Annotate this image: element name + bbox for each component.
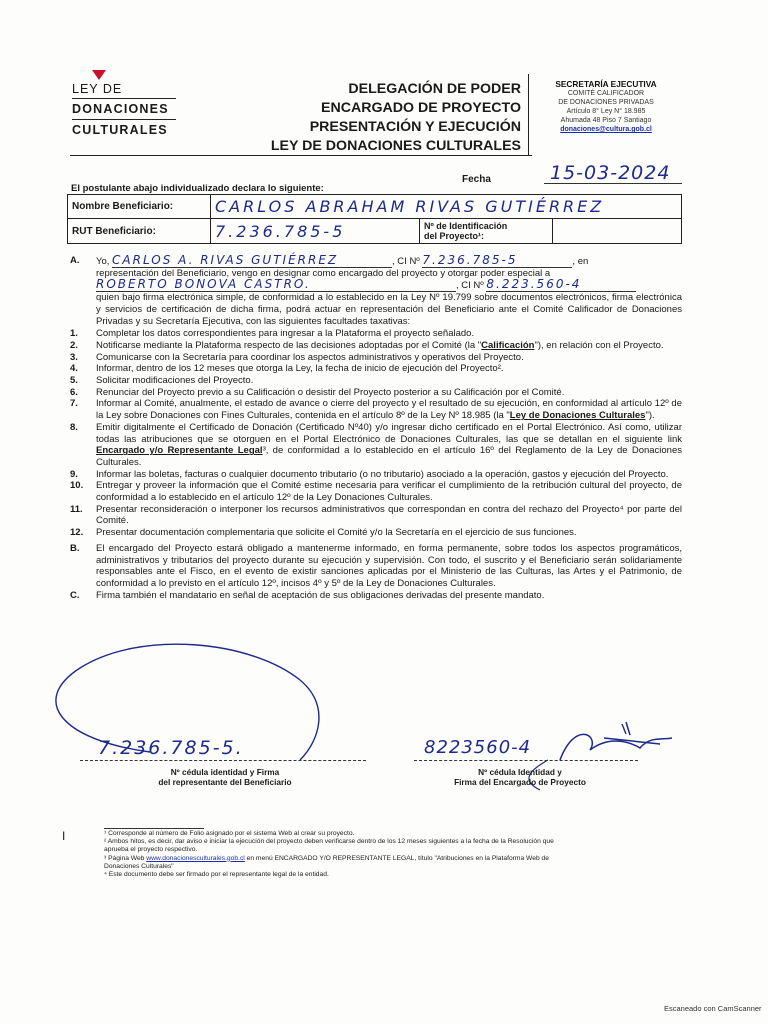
paragraph-c-letter: C.: [70, 589, 80, 601]
footnotes: [104, 830, 574, 879]
list-item-number: 11.: [70, 503, 83, 515]
list-item-text: Renunciar del Proyecto previo a su Calificación o desistir del Proyecto posterior a su Calificación por el Comité.: [96, 386, 565, 398]
fecha-label: Fecha: [462, 174, 491, 185]
rep-name: ROBERTO BONOVA CASTRO.: [96, 279, 456, 292]
table-row: [68, 219, 682, 244]
paragraph-a: [70, 255, 682, 327]
paragraph-c-text: Firma también el mandatario en señal de aceptación de sus obligaciones derivadas del presente mandato.: [96, 589, 545, 601]
fecha-line: [544, 183, 682, 184]
list-item-emphasis: Ley de Donaciones Culturales: [509, 410, 646, 422]
footnote-2: ² Ambos hitos, es decir, dar aviso e iniciar la ejecución del proyecto deben verificarse dentro de los 12 meses siguientes a la fecha de la Resolución que aprueba el proyecto respectivo.: [104, 838, 554, 854]
list-item-number: 2.: [70, 339, 78, 351]
list-item-number: 5.: [70, 375, 78, 387]
footnote-3-link[interactable]: www.donacionesculturales.gob.cl: [146, 854, 245, 862]
list-item-number: 6.: [70, 386, 78, 398]
ci-label: , CI Nº: [392, 256, 420, 267]
list-item-text: Completar los datos correspondientes para ingresar a la Plataforma el proyecto señalado.: [96, 328, 475, 340]
list-item-number: 10.: [70, 480, 84, 492]
list-item-emphasis: Encargado y/o Representante Legal: [96, 445, 263, 457]
nombre-label: Nombre Beneficiario:: [68, 195, 211, 219]
left-caption-1: Nº cédula identidad y Firma: [170, 767, 280, 777]
id-value: [553, 219, 682, 244]
logo-triangle-icon: [92, 70, 106, 80]
title-line-3: PRESENTACIÓN Y EJECUCIÓN: [309, 119, 521, 135]
list-item: [70, 352, 682, 364]
paragraph-c: [70, 590, 682, 602]
list-item: [70, 469, 682, 481]
ci2-value: 8.223.560-4: [486, 279, 636, 292]
id-label-1: Nº de Identificación: [424, 221, 508, 231]
list-item-number: 1.: [70, 328, 78, 340]
right-signature-caption: [420, 767, 620, 787]
list-item-number: 8.: [70, 421, 78, 433]
list-item-text-start: Informar al Comité, anualmente, el estado de avance o cierre del proyecto y el resultado de su ejecución, en conformidad al artículo 12º de la Ley sobre Donaciones con Fines Culturales, contenida en el artículo 8º de la Ley Nº 18.985 (la ": [96, 398, 682, 422]
list-item-text: Informar las boletas, facturas o cualquier documento tributario (o no tributario) asociado a la operación, gastos y ejecución del Proyecto.: [96, 468, 669, 480]
list-item-text: Comunicarse con la Secretaría para coordinar los aspectos administrativos y operativos del Proyecto.: [96, 351, 524, 363]
right-caption-2: Firma del Encargado de Proyecto: [454, 777, 586, 787]
list-item: [70, 422, 682, 469]
paragraph-a-letter: A.: [70, 255, 80, 266]
logo-line-2: DONACIONES: [72, 102, 169, 116]
rut-value: 7.236.785-5: [211, 219, 420, 244]
list-item-text-end: "), en relación con el Proyecto.: [534, 339, 664, 351]
list-item-number: 4.: [70, 363, 78, 375]
margin-mark: I: [62, 829, 66, 843]
list-item-text: [96, 422, 682, 469]
list-item: [70, 375, 682, 387]
footnote-rule: [104, 828, 204, 829]
list-item: [70, 480, 682, 503]
secretaria-heading: SECRETARÍA EJECUTIVA: [555, 79, 657, 89]
list-item-text-start: Emitir digitalmente el Certificado de Donación (Certificado Nº40) y/o ingresar dicho certificado en el Portal Electrónico. Así como, utilizar todas las atribuciones que se otorguen en el Portal Electrónico de Donaciones Culturales, las que se detallan en el siguiente link: [96, 421, 682, 445]
secretaria-line-3: Artículo 8° Ley N° 18.985: [566, 108, 646, 115]
list-item-text-end: ³, de conformidad a lo establecido en el artículo 16º del Reglamento de la Ley de Donaciones Culturales.: [96, 445, 682, 468]
center-tick: [622, 724, 626, 734]
fecha-value: 15-03-2024: [550, 162, 671, 184]
list-item-text: [96, 340, 682, 352]
table-row: [68, 195, 682, 219]
list-item-text: Entregar y proveer la información que el Comité estime necesaria para verificar el cumplimiento de la retribución cultural del proyecto, de conformidad a lo establecido en el artículo 12º de la Ley Donaciones Culturales.: [96, 480, 682, 504]
paragraph-a-line-2: representación del Beneficiario, vengo en designar como encargado del proyecto y otorgar poder especial a: [96, 267, 551, 279]
list-item: [70, 340, 682, 352]
list-item-number: 3.: [70, 351, 78, 363]
list-item: [70, 387, 682, 399]
list-item-text: Presentar reconsideración o interponer los recursos administrativos que correspondan en contra del rechazo del Proyecto⁴ por parte del Comité.: [96, 503, 682, 527]
left-signature-line: [80, 760, 366, 761]
ci2-label: , CI Nº: [456, 280, 484, 292]
id-label-2: del Proyecto¹:: [424, 231, 485, 241]
title-line-2: ENCARGADO DE PROYECTO: [321, 100, 521, 116]
list-item: [70, 363, 682, 375]
list-item-number: 9.: [70, 468, 78, 480]
secretaria-line-4: Ahumada 48 Piso 7 Santiago: [560, 117, 652, 124]
paragraph-b: [70, 543, 682, 590]
title-line-1: DELEGACIÓN DE PODER: [348, 81, 521, 97]
header-rule: [70, 155, 532, 156]
right-signature-id: 8223560-4: [424, 737, 532, 758]
list-item-text: Informar, dentro de los 12 meses que otorga la Ley, la fecha de inicio de ejecución del Proyecto².: [96, 363, 504, 375]
scanner-watermark: Escaneado con CamScanner: [664, 1004, 762, 1013]
nombre-value: CARLOS ABRAHAM RIVAS GUTIÉRREZ: [211, 195, 682, 219]
secretaria-email: donaciones@cultura.gob.cl: [560, 126, 652, 133]
logo-line-1: LEY DE: [72, 82, 123, 96]
faculties-list: [70, 328, 682, 539]
right-signature-line: [414, 760, 638, 761]
title-line-4: LEY DE DONACIONES CULTURALES: [270, 138, 521, 154]
logo-rule-1: [72, 98, 176, 99]
footnote-4: ⁴ Este documento debe ser firmado por el representante legal de la entidad.: [104, 871, 329, 879]
paragraph-a-text: [96, 255, 682, 327]
list-item-number: 7.: [70, 398, 78, 410]
secretaria-stamp: [540, 80, 672, 134]
document-title: [225, 80, 521, 156]
list-item-text-start: Notificarse mediante la Plataforma respecto de las decisiones adoptadas por el Comité (la ": [96, 339, 482, 351]
list-item-text-end: ").: [645, 410, 655, 422]
right-caption-1: Nº cédula Identidad y: [478, 767, 562, 777]
yo-name: CARLOS A. RIVAS GUTIÉRREZ: [112, 255, 392, 268]
list-item-text: Presentar documentación complementaria que solicite el Comité y/o la Secretaría en el ejercicio de sus funciones.: [96, 527, 577, 539]
list-item-emphasis: Calificación: [481, 339, 535, 351]
right-signature-scrawl: [560, 722, 672, 760]
list-item: [70, 527, 682, 539]
footnote-1: ¹ Corresponde al número de Folio asignado por el sistema Web al crear su proyecto.: [104, 830, 355, 837]
footnote-3-end: en menú ENCARGADO Y/O REPRESENTANTE LEGAL, título "Atribuciones en la Plataforma Web de Donaciones Culturales": [104, 854, 549, 870]
logo-line-3: CULTURALES: [72, 123, 168, 137]
yo-label: Yo,: [96, 256, 110, 267]
list-item: [70, 328, 682, 340]
list-item-text: Solicitar modificaciones del Proyecto.: [96, 375, 254, 387]
footnote-3-start: ³ Página Web: [104, 854, 147, 862]
list-item-number: 12.: [70, 527, 84, 539]
left-caption-2: del representante del Beneficiario: [158, 777, 292, 787]
en-label: , en: [572, 256, 589, 267]
left-signature-id: 7.236.785-5.: [98, 737, 244, 759]
logo-rule-2: [72, 119, 176, 120]
id-label: [420, 219, 553, 244]
secretaria-line-1: COMITÉ CALIFICADOR: [567, 90, 645, 97]
left-signature-caption: [120, 767, 330, 787]
ci-value: 7.236.785-5: [422, 255, 572, 268]
list-item: [70, 398, 682, 421]
list-item: [70, 504, 682, 527]
list-item-text: [96, 398, 682, 421]
header-divider: [528, 74, 529, 156]
beneficiary-table: [67, 194, 682, 244]
document-body: [70, 255, 682, 601]
paragraph-b-text: El encargado del Proyecto estará obligado a mantenerme informado, en forma permanente, sobre todos los aspectos programáticos, administrativos y tributarios del proyecto durante su ejecución y supervisión. Con todo, el suscrito y el Beneficiario serán solidariamente responsables ante el Fisco, en el evento de existir sanciones aplicadas por el Ministerio de las Culturas, las Artes y el Patrimonio, de conformidad a lo previsto en el artículo 12º, incisos 4º y 5º de la Ley de Donaciones Culturales.: [96, 542, 682, 589]
rut-label: RUT Beneficiario:: [68, 219, 211, 244]
paragraph-b-letter: B.: [70, 542, 80, 554]
declaration-heading: El postulante abajo individualizado declara lo siguiente:: [71, 183, 324, 194]
footnote-3: [104, 855, 574, 871]
secretaria-line-2: DE DONACIONES PRIVADAS: [558, 99, 654, 106]
paragraph-a-rest: quien bajo firma electrónica simple, de conformidad a lo establecido en la Ley Nº 19.799 sobre documentos electrónicos, firma electrónica y servicios de certificación de dicha firma, podrá actuar en representación del Beneficiario ante el Comité Calificador de Donaciones Privadas y su Secretaría Ejecutiva, con las siguientes facultades taxativas:: [96, 292, 682, 327]
